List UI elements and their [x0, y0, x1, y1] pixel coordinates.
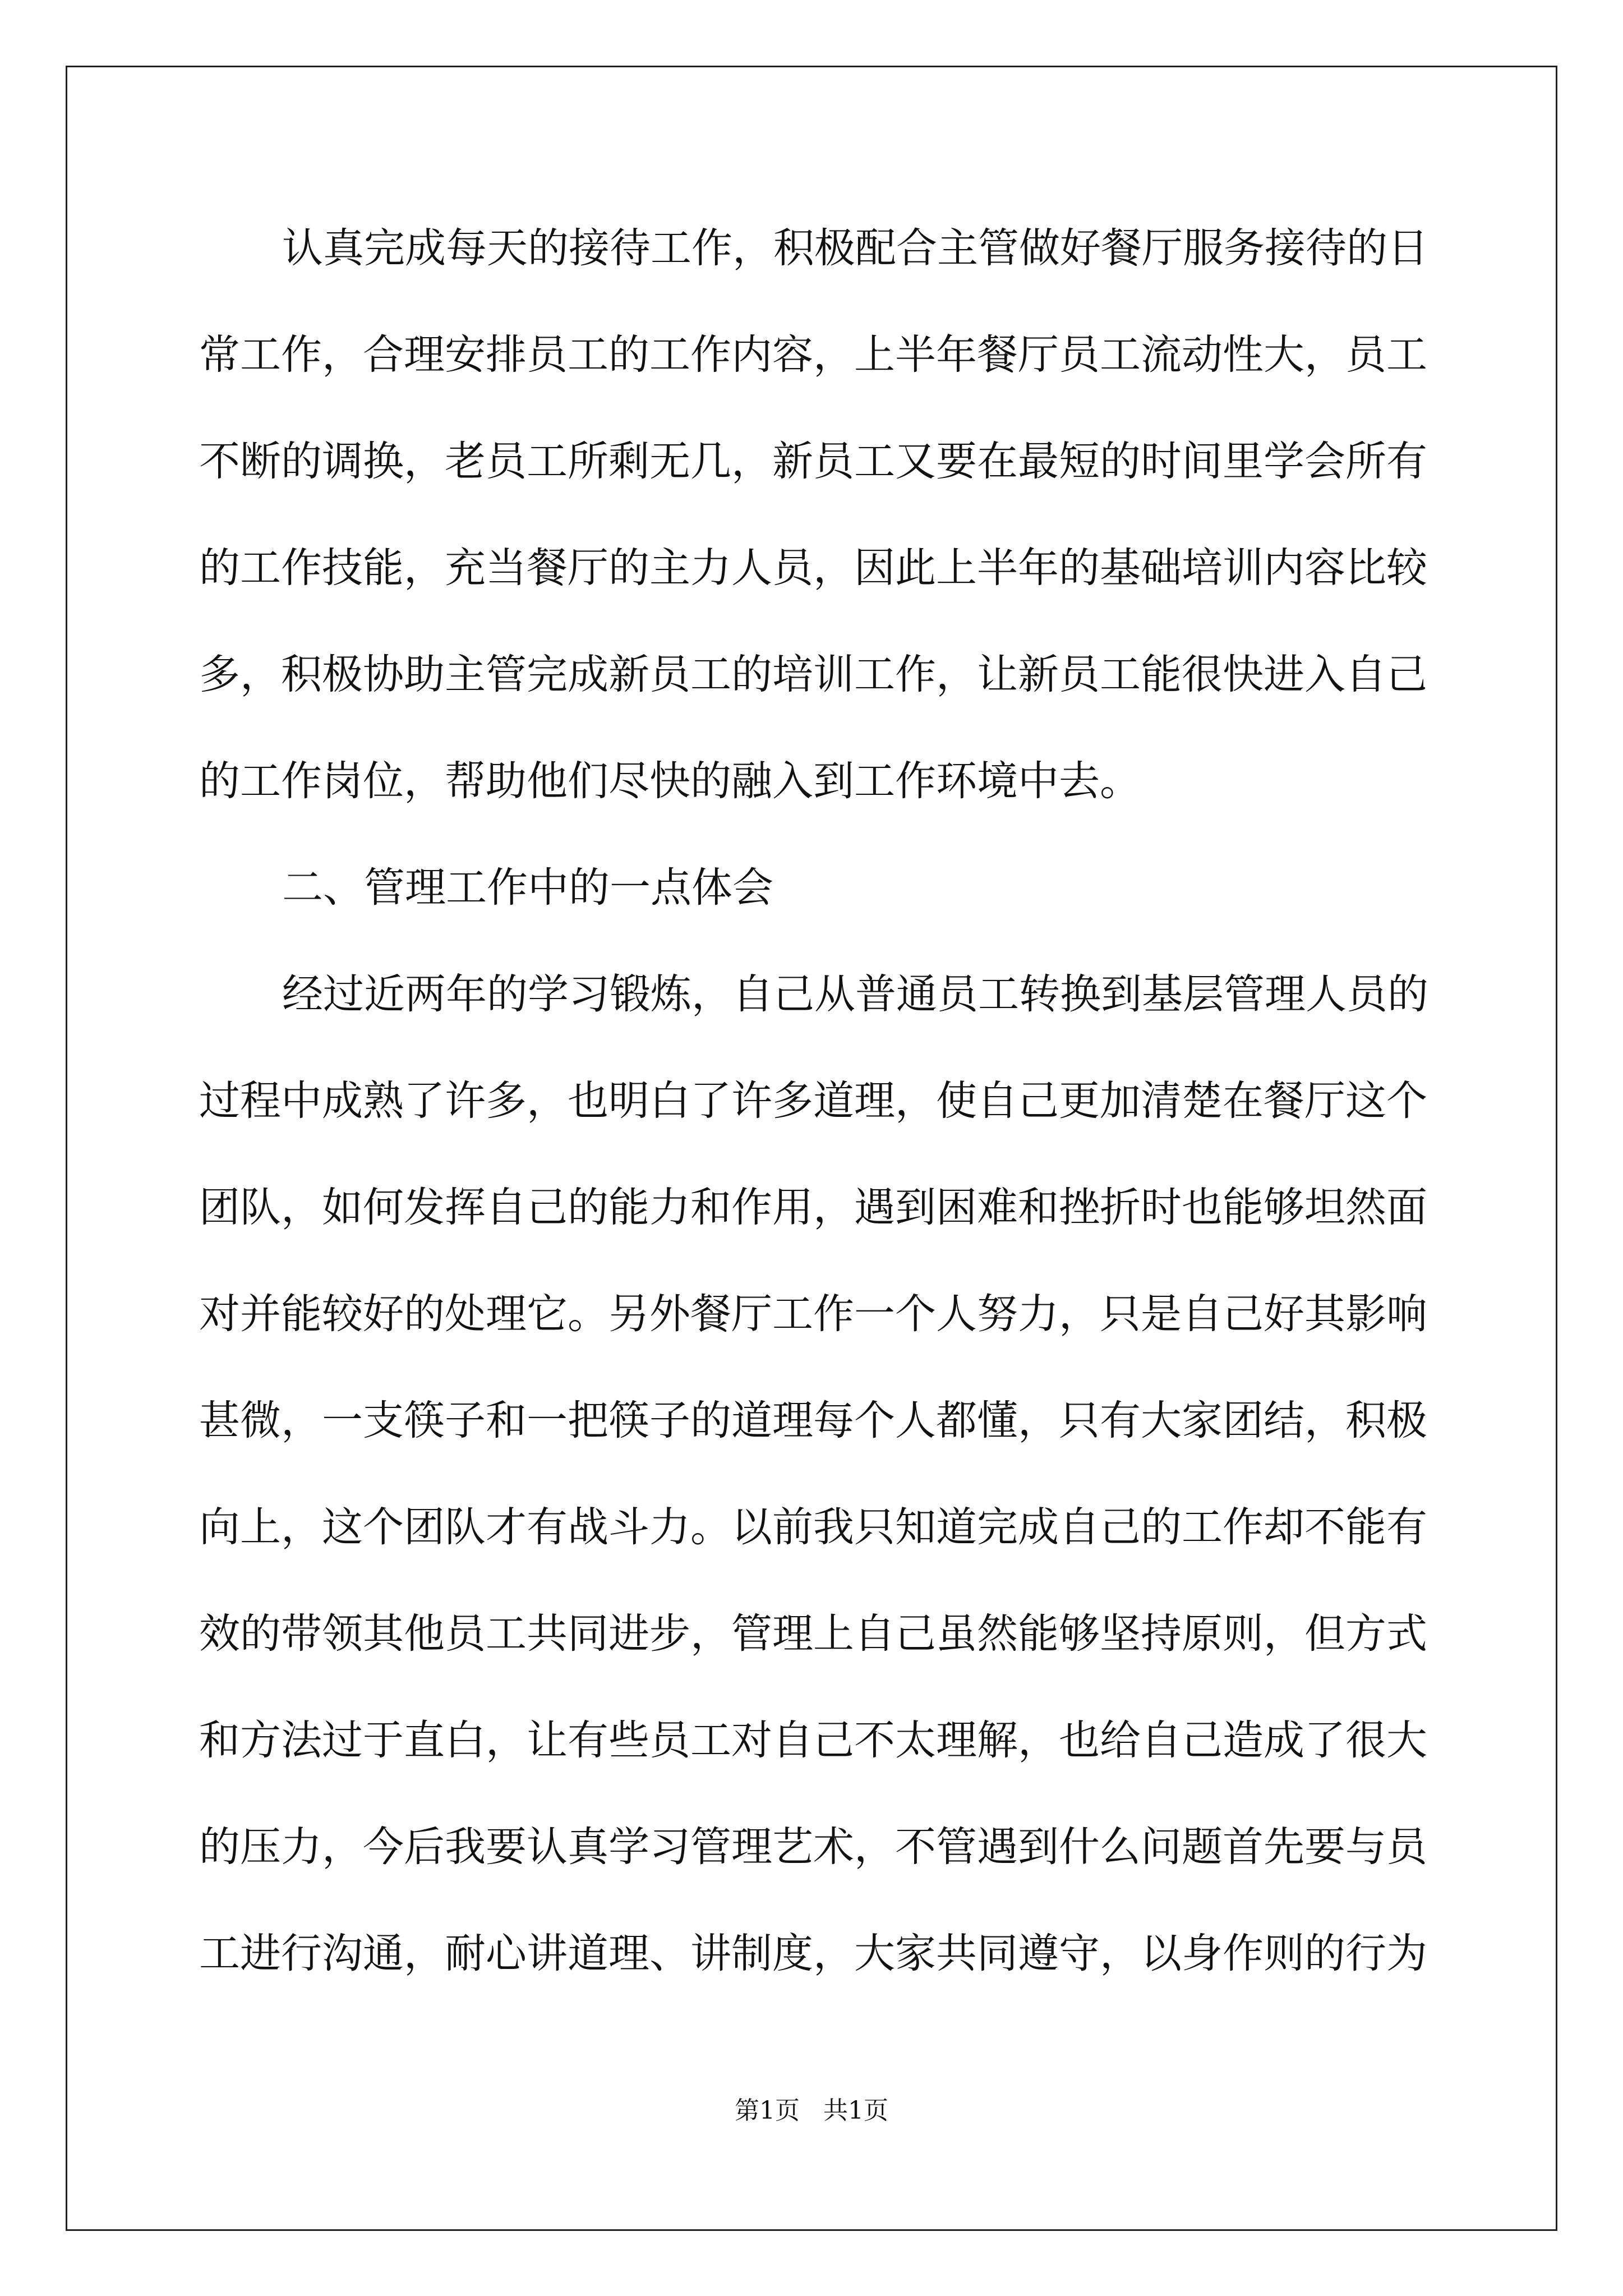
text-line: 经过近两年的学习锻炼，自己从普通员工转换到基层管理人员的: [282, 970, 1428, 1018]
text-line: 多，积极协助主管完成新员工的培训工作，让新员工能很快进入自己: [199, 651, 1427, 698]
text-line: 过程中成熟了许多，也明白了许多道理，使自己更加清楚在餐厅这个: [199, 1077, 1427, 1125]
text-line: 甚微，一支筷子和一把筷子的道理每个人都懂，只有大家团结，积极: [199, 1397, 1427, 1444]
text-line: 团队，如何发挥自己的能力和作用，遇到困难和挫折时也能够坦然面: [199, 1184, 1427, 1231]
text-line: 的压力，今后我要认真学习管理艺术，不管遇到什么问题首先要与员: [199, 1823, 1427, 1871]
text-line: 对并能较好的处理它。另外餐厅工作一个人努力，只是自己好其影响: [199, 1290, 1427, 1338]
section-heading: 二、管理工作中的一点体会: [282, 864, 773, 912]
page-footer: 第1页 共1页: [735, 2096, 888, 2125]
text-line: 的工作岗位，帮助他们尽快的融入到工作环境中去。: [199, 757, 1141, 805]
text-line: 效的带领其他员工共同进步，管理上自己虽然能够坚持原则，但方式: [199, 1610, 1427, 1658]
page-border: [66, 66, 1557, 2231]
text-line: 向上，这个团队才有战斗力。以前我只知道完成自己的工作却不能有: [199, 1503, 1427, 1551]
text-line: 工进行沟通，耐心讲道理、讲制度，大家共同遵守，以身作则的行为: [199, 1930, 1427, 1977]
text-line: 的工作技能，充当餐厅的主力人员，因此上半年的基础培训内容比较: [199, 544, 1427, 592]
text-line: 和方法过于直白，让有些员工对自己不太理解，也给自己造成了很大: [199, 1717, 1427, 1764]
text-line: 不断的调换，老员工所剩无几，新员工又要在最短的时间里学会所有: [199, 438, 1427, 485]
text-line: 认真完成每天的接待工作，积极配合主管做好餐厅服务接待的日: [282, 224, 1428, 272]
text-line: 常工作，合理安排员工的工作内容，上半年餐厅员工流动性大，员工: [199, 331, 1427, 379]
